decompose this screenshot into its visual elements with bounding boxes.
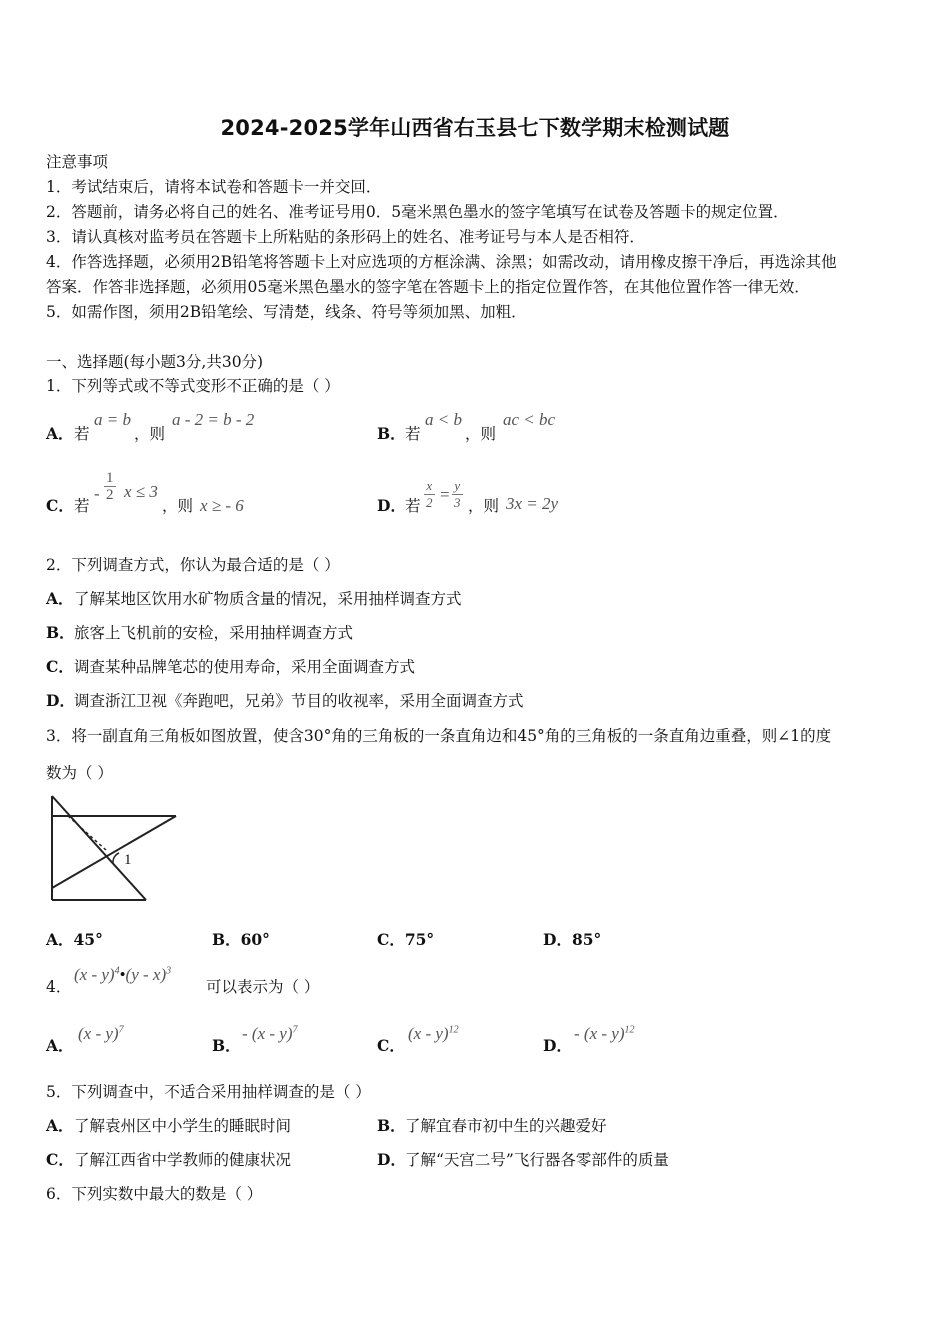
q1-option-c-math1: x ≤ 3	[124, 482, 158, 501]
q1-stem: 1．下列等式或不等式变形不正确的是（ ）	[46, 377, 340, 395]
q1-option-d-den2: 3	[454, 495, 461, 510]
q1-option-b-ze: ，则	[465, 425, 497, 443]
q3-option-d: D．85°	[543, 930, 602, 949]
q1-option-b-math2: ac < bc	[503, 410, 556, 429]
q1-option-a-label: A．	[46, 424, 74, 443]
angle-arc	[113, 853, 119, 863]
q5-option-b-label: B．	[377, 1116, 406, 1135]
q4-option-a-label: A．	[46, 1036, 74, 1055]
q3-option-c: C．75°	[377, 930, 435, 949]
q4-option-c-exp: 12	[448, 1024, 459, 1036]
q5-option-a-label: A．	[46, 1116, 74, 1135]
q2-option-c: 调查某种品牌笔芯的使用寿命，采用全面调查方式	[74, 658, 416, 676]
q1-option-d-math2: 3x = 2y	[506, 494, 559, 513]
q4-exp2: 3	[166, 965, 172, 977]
q5-option-c: 了解江西省中学教师的健康状况	[74, 1151, 292, 1169]
section-heading: 一、选择题(每小题3分,共30分)	[46, 353, 264, 371]
q1-option-b-math1: a < b	[425, 410, 462, 429]
q4-option-a-exp: 7	[118, 1024, 124, 1036]
q4-expression	[74, 965, 171, 985]
q4-expr2: (y - x)	[125, 965, 167, 984]
q1-option-c-ze: ，则	[162, 497, 194, 515]
q1-option-b-ruo: 若	[405, 425, 421, 443]
triangle-hypotenuse-30	[52, 816, 176, 888]
notice-item: 1．考试结束后，请将本试卷和答题卡一并交回．	[46, 178, 382, 196]
page-title: 2024-2025学年山西省右玉县七下数学期末检测试题	[220, 116, 730, 140]
notice-item: 5．如需作图，须用2B铅笔绘、写清楚，线条、符号等须加黑、加粗．	[46, 303, 527, 321]
notice-item: 3．请认真核对监考员在答题卡上所粘贴的条形码上的姓名、准考证号与本人是否相符．	[46, 228, 645, 246]
q1-option-d-den1: 2	[426, 495, 433, 510]
q4-dot: •	[119, 965, 126, 984]
q1-option-c-math2: x ≥ - 6	[200, 496, 244, 515]
q1-option-d-num1: x	[424, 478, 435, 495]
notice-heading: 注意事项	[46, 153, 109, 171]
q3-option-a: A．45°	[46, 930, 103, 949]
q4-option-d-expr: - (x - y)	[574, 1024, 625, 1043]
q4-option-b-expr: - (x - y)	[242, 1024, 293, 1043]
q2-option-d-label: D．	[46, 691, 75, 710]
q4-option-d-label: D．	[543, 1036, 572, 1055]
q1-option-c-denominator: 2	[106, 487, 114, 503]
q1-option-b-label: B．	[377, 424, 406, 443]
q5-stem: 5．下列调查中，不适合采用抽样调查的是（ ）	[46, 1083, 371, 1101]
q5-option-b: 了解宜春市初中生的兴趣爱好	[405, 1117, 607, 1135]
q2-option-d: 调查浙江卫视《奔跑吧，兄弟》节目的收视率，采用全面调查方式	[74, 692, 524, 710]
q2-stem: 2．下列调查方式，你认为最合适的是（ ）	[46, 556, 340, 574]
q4-stem-tail: 可以表示为（ ）	[206, 978, 320, 996]
q1-option-d-ze: ，则	[468, 497, 500, 515]
q2-option-c-label: C．	[46, 657, 74, 676]
q2-option-a: 了解某地区饮用水矿物质含量的情况，采用抽样调查方式	[74, 590, 462, 608]
q1-option-d-eq: =	[440, 485, 450, 504]
triangle-hypotenuse-45	[52, 796, 146, 900]
triangle-figure	[40, 790, 190, 910]
q4-option-c-math	[408, 1024, 459, 1044]
q1-option-a-ruo: 若	[74, 425, 90, 443]
q5-option-d: 了解“天宫二号”飞行器各零部件的质量	[405, 1151, 669, 1169]
q4-option-a-math	[78, 1024, 124, 1044]
hidden-edge-dashed	[68, 816, 106, 850]
q1-option-d-label: D．	[377, 496, 406, 515]
q4-option-a-expr: (x - y)	[78, 1024, 119, 1043]
q5-option-d-label: D．	[377, 1150, 406, 1169]
q1-option-c-ruo: 若	[74, 497, 90, 515]
q1-option-d-ruo: 若	[405, 497, 421, 515]
q4-option-b-exp: 7	[292, 1024, 298, 1036]
q4-exp1: 4	[114, 965, 120, 977]
q1-option-c-numerator: 1	[106, 470, 114, 486]
q3-stem-line1: 3．将一副直角三角板如图放置，使含30°角的三角板的一条直角边和45°角的三角板的一条直角边重叠，则∠1的度	[46, 727, 832, 745]
q1-option-d-num2: y	[452, 478, 463, 495]
q4-option-d-exp: 12	[624, 1024, 635, 1036]
q4-option-b-math	[242, 1024, 298, 1044]
q1-option-a-math1: a = b	[94, 410, 131, 429]
q2-option-a-label: A．	[46, 589, 74, 608]
q5-option-c-label: C．	[46, 1150, 74, 1169]
q1-option-a-ze: ，则	[134, 425, 166, 443]
q5-option-a: 了解袁州区中小学生的睡眠时间	[74, 1117, 292, 1135]
q3-stem-line2: 数为（ ）	[46, 764, 113, 782]
q1-option-c-label: C．	[46, 496, 74, 515]
notice-item: 答案．作答非选择题，必须用05毫米黑色墨水的签字笔在答题卡上的指定位置作答，在其他位置作答一律无效．	[46, 278, 810, 296]
q1-option-d-fraction2	[452, 478, 463, 511]
notice-item: 2．答题前，请务必将自己的姓名、准考证号用0．5毫米黑色墨水的签字笔填写在试卷及答题卡的规定位置．	[46, 203, 789, 221]
q4-option-d-math	[574, 1024, 635, 1044]
q1-option-c-neg: -	[94, 484, 100, 503]
q4-option-b-label: B．	[212, 1036, 241, 1055]
q4-expr1: (x - y)	[74, 965, 115, 984]
q1-option-a-math2: a - 2 = b - 2	[172, 410, 255, 429]
q2-option-b: 旅客上飞机前的安检，采用抽样调查方式	[74, 624, 354, 642]
q3-option-b: B．60°	[212, 930, 270, 949]
q6-stem: 6．下列实数中最大的数是（ ）	[46, 1185, 263, 1203]
q1-option-d-fraction1	[424, 478, 435, 511]
q2-option-b-label: B．	[46, 623, 75, 642]
notice-item: 4．作答选择题，必须用2B铅笔将答题卡上对应选项的方框涂满、涂黑；如需改动，请用橡皮擦干净后，再选涂其他	[46, 253, 837, 271]
q4-option-c-label: C．	[377, 1036, 405, 1055]
angle-label: 1	[124, 852, 132, 868]
q4-number: 4．	[46, 978, 72, 996]
q4-option-c-expr: (x - y)	[408, 1024, 449, 1043]
q1-option-c-fraction	[104, 470, 116, 503]
